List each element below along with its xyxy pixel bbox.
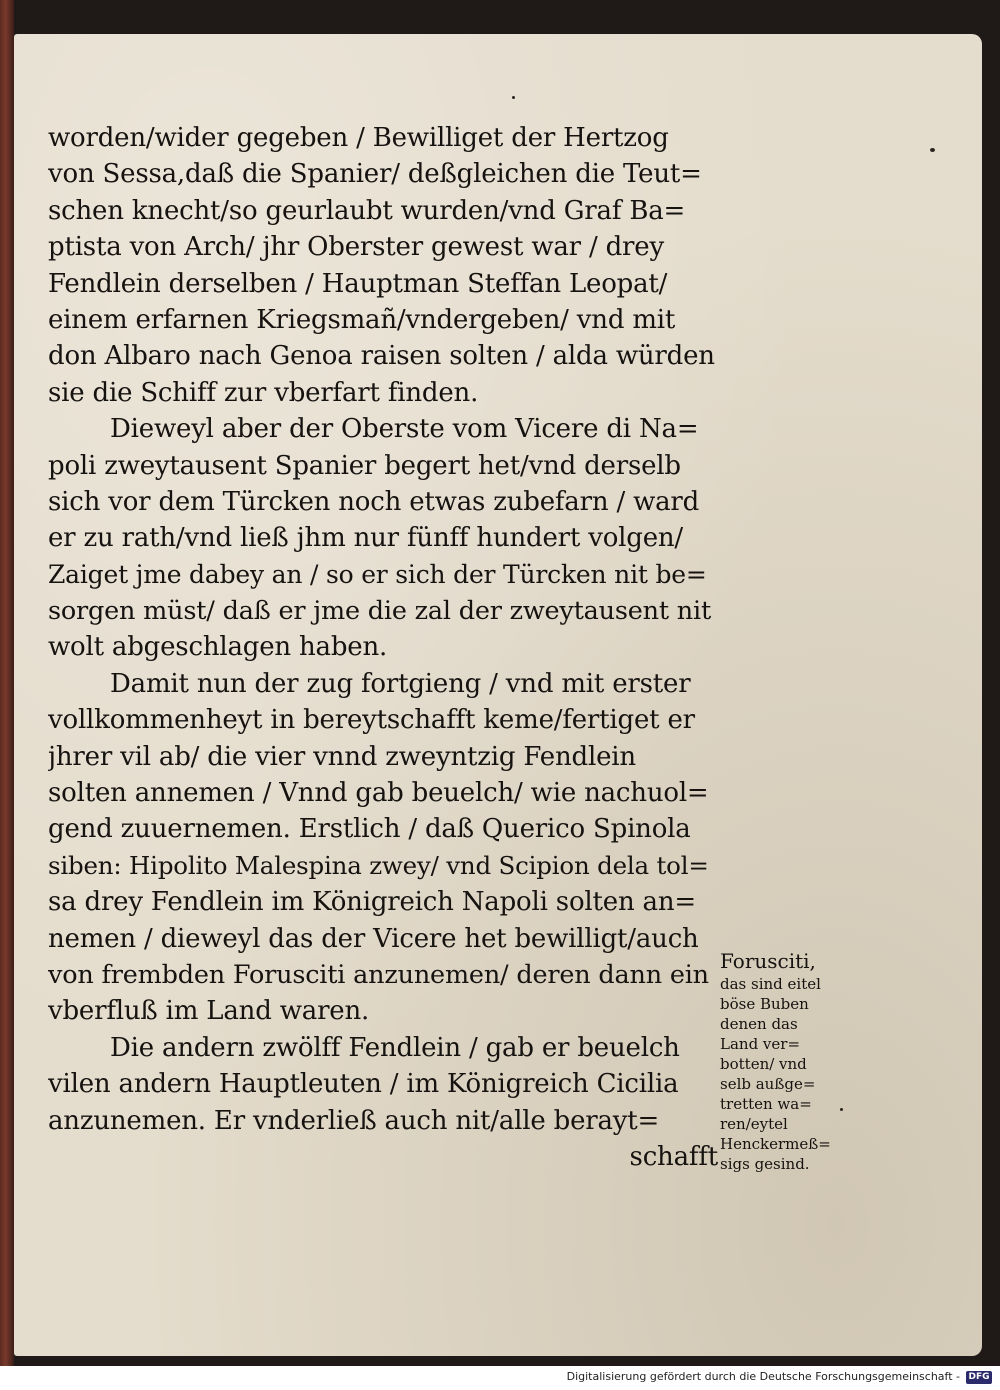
footer-bar bbox=[0, 1366, 1000, 1390]
margin-note-line: botten/ vnd bbox=[720, 1055, 807, 1073]
text-line: sie die Schiff zur vberfart finden. bbox=[48, 377, 479, 408]
margin-note-line: sigs gesind. bbox=[720, 1155, 810, 1173]
text-line: einem erfarnen Kriegsmañ/vndergeben/ vnd mit bbox=[48, 304, 676, 335]
text-line: poli zweytausent Spanier begert het/vnd derselb bbox=[48, 450, 681, 481]
text-line: er zu rath/vnd ließ jhm nur fünff hundert volgen/ bbox=[48, 523, 683, 554]
main-text-block bbox=[48, 120, 718, 1175]
text-line: schen knecht/so geurlaubt wurden/vnd Graf Ba= bbox=[48, 195, 686, 226]
text-line: solten annemen / Vnnd gab beuelch/ wie nachuol= bbox=[48, 778, 709, 809]
text-line: von Sessa,daß die Spanier/ deßgleichen die Teut= bbox=[48, 159, 702, 190]
dfg-logo: DFG bbox=[966, 1371, 992, 1384]
book-spine bbox=[0, 0, 14, 1366]
text-line: sa drey Fendlein im Königreich Napoli solten an= bbox=[48, 887, 696, 918]
text-line: ptista von Arch/ jhr Oberster gewest war / drey bbox=[48, 232, 664, 263]
margin-note-line: selb außge= bbox=[720, 1075, 816, 1093]
margin-note-line: Henckermeß= bbox=[720, 1135, 831, 1153]
margin-note-line: Land ver= bbox=[720, 1035, 801, 1053]
text-line: Zaiget jme dabey an / so er sich der Türcken nit be= bbox=[48, 559, 707, 589]
margin-note-line: tretten wa= bbox=[720, 1095, 812, 1113]
text-line: vollkommenheyt in bereytschafft keme/fertiget er bbox=[48, 705, 695, 736]
margin-note-line: ren/eytel bbox=[720, 1115, 788, 1133]
paragraph-start-line: Damit nun der zug fortgieng / vnd mit erster bbox=[110, 668, 691, 699]
text-line: nemen / dieweyl das der Vicere het bewilligt/auch bbox=[48, 923, 699, 954]
funding-credit: Digitalisierung gefördert durch die Deutsche Forschungsgemeinschaft - bbox=[566, 1370, 960, 1383]
paragraph-start-line: Die andern zwölff Fendlein / gab er beuelch bbox=[110, 1032, 680, 1063]
text-line: worden/wider gegeben / Bewilliget der Hertzog bbox=[48, 123, 669, 153]
margin-note-line: das sind eitel bbox=[720, 975, 821, 993]
text-line: don Albaro nach Genoa raisen solten / alda würden bbox=[48, 341, 715, 372]
text-line: gend zuuernemen. Erstlich / daß Querico Spinola bbox=[48, 814, 691, 845]
ink-speck bbox=[512, 96, 515, 99]
text-line: wolt abgeschlagen haben. bbox=[48, 632, 388, 663]
text-line: sich vor dem Türcken noch etwas zubefarn / ward bbox=[48, 486, 700, 517]
text-line: vberfluß im Land waren. bbox=[48, 996, 370, 1027]
margin-note-heading: Forusciti, bbox=[720, 949, 816, 973]
paragraph-start-line: Dieweyl aber der Oberste vom Vicere di Na= bbox=[110, 414, 699, 445]
text-line: jhrer vil ab/ die vier vnnd zweyntzig Fendlein bbox=[48, 741, 636, 772]
text-line: Fendlein derselben / Hauptman Steffan Leopat/ bbox=[48, 268, 668, 299]
ink-speck bbox=[930, 148, 935, 152]
text-line: siben: Hipolito Malespina zwey/ vnd Scipion dela tol= bbox=[48, 850, 709, 880]
text-line: vilen andern Hauptleuten / im Königreich Cicilia bbox=[48, 1069, 679, 1100]
catchword: schafft bbox=[629, 1141, 718, 1172]
margin-note-line: denen das bbox=[720, 1015, 798, 1033]
margin-note-line: böse Buben bbox=[720, 995, 809, 1013]
text-line: sorgen müst/ daß er jme die zal der zweytausent nit bbox=[48, 596, 712, 627]
text-line: von frembden Forusciti anzunemen/ deren dann ein bbox=[48, 959, 709, 990]
text-line: anzunemen. Er vnderließ auch nit/alle berayt= bbox=[48, 1105, 660, 1136]
margin-note bbox=[720, 948, 850, 1174]
